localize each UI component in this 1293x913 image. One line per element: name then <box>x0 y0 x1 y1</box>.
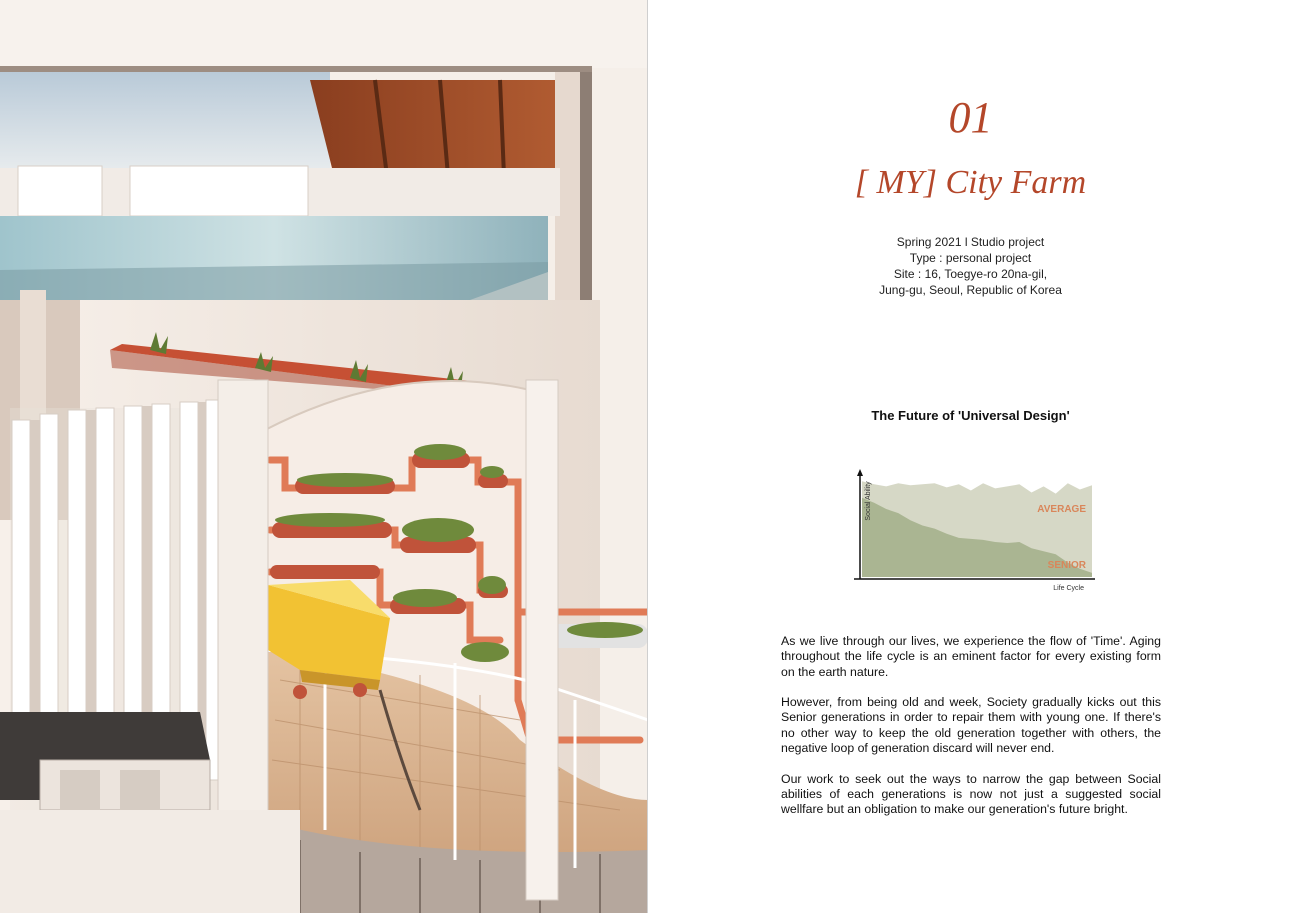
paragraph-our-work: Our work to seek out the ways to narrow the gap between Social abilities of each generations is now not just a suggested social wellfare but an obligation to make our generation's future bright. <box>781 771 1161 817</box>
project-info-page <box>648 0 1293 913</box>
meta-line-studio: Spring 2021 l Studio project <box>896 235 1045 249</box>
y-axis-label: Social Ability <box>865 481 872 521</box>
universal-design-chart <box>844 466 1100 596</box>
project-number: 01 <box>948 93 993 142</box>
meta-line-location: Jung-gu, Seoul, Republic of Korea <box>879 283 1062 297</box>
project-title: [ MY] City Farm <box>854 164 1087 201</box>
paragraph-time: As we live through our lives, we experience the flow of 'Time'. Aging throughout the life cycle is an eminent factor for every existing form on the earth nature. <box>781 634 1161 679</box>
meta-line-site: Site : 16, Toegye-ro 20na-gil, <box>893 267 1048 281</box>
series-label-senior: SENIOR <box>1047 560 1086 571</box>
paragraph-society: However, from being old and week, Society gradually kicks out this Senior generations in order to repair them with young one. If there's no other way to keep the old generation together with others, the negative loop of generation discard will never end. <box>781 695 1161 756</box>
meta-line-type: Type : personal project <box>909 251 1032 265</box>
project-meta <box>648 234 1293 298</box>
project-description <box>781 634 1161 833</box>
chart-title: The Future of 'Universal Design' <box>871 408 1070 423</box>
x-axis-label: Life Cycle <box>1053 585 1084 592</box>
y-axis-arrow <box>857 469 863 476</box>
series-label-average: AVERAGE <box>1037 504 1086 515</box>
